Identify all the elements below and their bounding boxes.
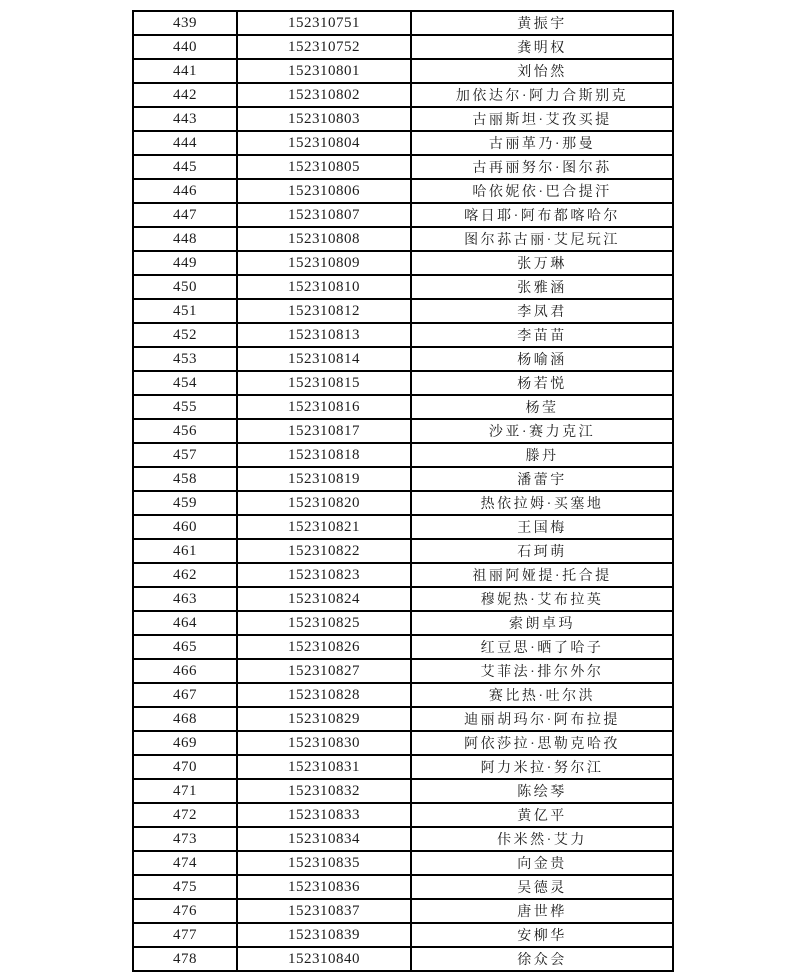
student-id-cell: 152310828 (237, 683, 411, 707)
student-id-cell: 152310818 (237, 443, 411, 467)
table-row (133, 587, 673, 611)
student-id-cell: 152310827 (237, 659, 411, 683)
name-cell: 王国梅 (411, 515, 673, 539)
sequence-number-cell: 441 (133, 59, 237, 83)
table-row (133, 275, 673, 299)
name-cell: 阿依莎拉·思勒克哈孜 (411, 731, 673, 755)
sequence-number-cell: 445 (133, 155, 237, 179)
table-row (133, 827, 673, 851)
table-row (133, 851, 673, 875)
sequence-number-cell: 456 (133, 419, 237, 443)
name-cell: 赛比热·吐尔洪 (411, 683, 673, 707)
sequence-number-cell: 466 (133, 659, 237, 683)
student-id-cell: 152310814 (237, 347, 411, 371)
student-id-cell: 152310803 (237, 107, 411, 131)
sequence-number-cell: 454 (133, 371, 237, 395)
name-cell: 滕丹 (411, 443, 673, 467)
table-row (133, 107, 673, 131)
name-cell: 索朗卓玛 (411, 611, 673, 635)
table-row (133, 731, 673, 755)
table-row (133, 683, 673, 707)
name-cell: 艾菲法·排尔外尔 (411, 659, 673, 683)
table-row (133, 563, 673, 587)
sequence-number-cell: 463 (133, 587, 237, 611)
table-row (133, 227, 673, 251)
student-id-cell: 152310813 (237, 323, 411, 347)
name-cell: 吴德灵 (411, 875, 673, 899)
table-row (133, 515, 673, 539)
student-id-cell: 152310832 (237, 779, 411, 803)
sequence-number-cell: 450 (133, 275, 237, 299)
roster-table-container (132, 10, 674, 972)
table-row (133, 539, 673, 563)
sequence-number-cell: 473 (133, 827, 237, 851)
sequence-number-cell: 447 (133, 203, 237, 227)
name-cell: 哈依妮依·巴合提汗 (411, 179, 673, 203)
sequence-number-cell: 446 (133, 179, 237, 203)
name-cell: 热依拉姆·买塞地 (411, 491, 673, 515)
sequence-number-cell: 442 (133, 83, 237, 107)
student-id-cell: 152310819 (237, 467, 411, 491)
sequence-number-cell: 455 (133, 395, 237, 419)
sequence-number-cell: 444 (133, 131, 237, 155)
student-id-cell: 152310840 (237, 947, 411, 971)
table-row (133, 299, 673, 323)
name-cell: 图尔荪古丽·艾尼玩江 (411, 227, 673, 251)
table-row (133, 179, 673, 203)
student-id-cell: 152310806 (237, 179, 411, 203)
sequence-number-cell: 439 (133, 11, 237, 35)
table-row (133, 419, 673, 443)
name-cell: 黄亿平 (411, 803, 673, 827)
table-row (133, 875, 673, 899)
student-id-cell: 152310817 (237, 419, 411, 443)
student-id-cell: 152310804 (237, 131, 411, 155)
table-row (133, 203, 673, 227)
student-id-cell: 152310839 (237, 923, 411, 947)
sequence-number-cell: 452 (133, 323, 237, 347)
student-id-cell: 152310833 (237, 803, 411, 827)
student-id-cell: 152310802 (237, 83, 411, 107)
sequence-number-cell: 451 (133, 299, 237, 323)
student-id-cell: 152310822 (237, 539, 411, 563)
name-cell: 刘怡然 (411, 59, 673, 83)
table-row (133, 803, 673, 827)
name-cell: 龚明权 (411, 35, 673, 59)
student-id-cell: 152310810 (237, 275, 411, 299)
name-cell: 红豆思·晒了哈子 (411, 635, 673, 659)
sequence-number-cell: 459 (133, 491, 237, 515)
name-cell: 张雅涵 (411, 275, 673, 299)
student-id-cell: 152310809 (237, 251, 411, 275)
table-row (133, 395, 673, 419)
student-id-cell: 152310835 (237, 851, 411, 875)
sequence-number-cell: 470 (133, 755, 237, 779)
table-row (133, 779, 673, 803)
name-cell: 潘蕾宇 (411, 467, 673, 491)
student-id-cell: 152310816 (237, 395, 411, 419)
table-row (133, 491, 673, 515)
sequence-number-cell: 467 (133, 683, 237, 707)
student-id-cell: 152310805 (237, 155, 411, 179)
sequence-number-cell: 458 (133, 467, 237, 491)
sequence-number-cell: 465 (133, 635, 237, 659)
student-id-cell: 152310826 (237, 635, 411, 659)
student-id-cell: 152310812 (237, 299, 411, 323)
table-row (133, 899, 673, 923)
student-id-cell: 152310829 (237, 707, 411, 731)
name-cell: 杨莹 (411, 395, 673, 419)
name-cell: 向金贵 (411, 851, 673, 875)
table-row (133, 35, 673, 59)
student-id-cell: 152310836 (237, 875, 411, 899)
name-cell: 李苗苗 (411, 323, 673, 347)
sequence-number-cell: 477 (133, 923, 237, 947)
name-cell: 张万琳 (411, 251, 673, 275)
name-cell: 徐众会 (411, 947, 673, 971)
name-cell: 古丽革乃·那曼 (411, 131, 673, 155)
student-id-cell: 152310824 (237, 587, 411, 611)
sequence-number-cell: 471 (133, 779, 237, 803)
table-row (133, 371, 673, 395)
roster-table (132, 10, 674, 972)
name-cell: 沙亚·赛力克江 (411, 419, 673, 443)
student-id-cell: 152310801 (237, 59, 411, 83)
table-row (133, 323, 673, 347)
sequence-number-cell: 461 (133, 539, 237, 563)
name-cell: 古丽斯坦·艾孜买提 (411, 107, 673, 131)
name-cell: 迪丽胡玛尔·阿布拉提 (411, 707, 673, 731)
sequence-number-cell: 462 (133, 563, 237, 587)
sequence-number-cell: 469 (133, 731, 237, 755)
student-id-cell: 152310825 (237, 611, 411, 635)
name-cell: 石珂萌 (411, 539, 673, 563)
name-cell: 陈绘琴 (411, 779, 673, 803)
name-cell: 唐世桦 (411, 899, 673, 923)
table-row (133, 443, 673, 467)
sequence-number-cell: 443 (133, 107, 237, 131)
table-row (133, 59, 673, 83)
table-row (133, 923, 673, 947)
name-cell: 杨若悦 (411, 371, 673, 395)
name-cell: 李凤君 (411, 299, 673, 323)
name-cell: 佧米然·艾力 (411, 827, 673, 851)
student-id-cell: 152310808 (237, 227, 411, 251)
sequence-number-cell: 449 (133, 251, 237, 275)
name-cell: 穆妮热·艾布拉英 (411, 587, 673, 611)
student-id-cell: 152310837 (237, 899, 411, 923)
student-id-cell: 152310831 (237, 755, 411, 779)
sequence-number-cell: 478 (133, 947, 237, 971)
student-id-cell: 152310820 (237, 491, 411, 515)
sequence-number-cell: 468 (133, 707, 237, 731)
table-row (133, 707, 673, 731)
name-cell: 喀日耶·阿布都喀哈尔 (411, 203, 673, 227)
sequence-number-cell: 460 (133, 515, 237, 539)
table-row (133, 347, 673, 371)
student-id-cell: 152310751 (237, 11, 411, 35)
sequence-number-cell: 472 (133, 803, 237, 827)
student-id-cell: 152310830 (237, 731, 411, 755)
name-cell: 祖丽阿娅提·托合提 (411, 563, 673, 587)
student-id-cell: 152310752 (237, 35, 411, 59)
sequence-number-cell: 453 (133, 347, 237, 371)
sequence-number-cell: 475 (133, 875, 237, 899)
table-row (133, 947, 673, 971)
table-row (133, 635, 673, 659)
table-row (133, 659, 673, 683)
student-id-cell: 152310821 (237, 515, 411, 539)
name-cell: 阿力米拉·努尔江 (411, 755, 673, 779)
sequence-number-cell: 476 (133, 899, 237, 923)
student-id-cell: 152310823 (237, 563, 411, 587)
sequence-number-cell: 457 (133, 443, 237, 467)
table-row (133, 755, 673, 779)
table-row (133, 131, 673, 155)
table-row (133, 155, 673, 179)
sequence-number-cell: 474 (133, 851, 237, 875)
sequence-number-cell: 464 (133, 611, 237, 635)
table-row (133, 251, 673, 275)
name-cell: 黄振宇 (411, 11, 673, 35)
sequence-number-cell: 440 (133, 35, 237, 59)
table-row (133, 611, 673, 635)
student-id-cell: 152310807 (237, 203, 411, 227)
name-cell: 古再丽努尔·图尔荪 (411, 155, 673, 179)
student-id-cell: 152310815 (237, 371, 411, 395)
roster-table-body (133, 11, 673, 971)
table-row (133, 83, 673, 107)
table-row (133, 11, 673, 35)
table-row (133, 467, 673, 491)
name-cell: 杨喻涵 (411, 347, 673, 371)
sequence-number-cell: 448 (133, 227, 237, 251)
student-id-cell: 152310834 (237, 827, 411, 851)
name-cell: 加依达尔·阿力合斯别克 (411, 83, 673, 107)
name-cell: 安柳华 (411, 923, 673, 947)
